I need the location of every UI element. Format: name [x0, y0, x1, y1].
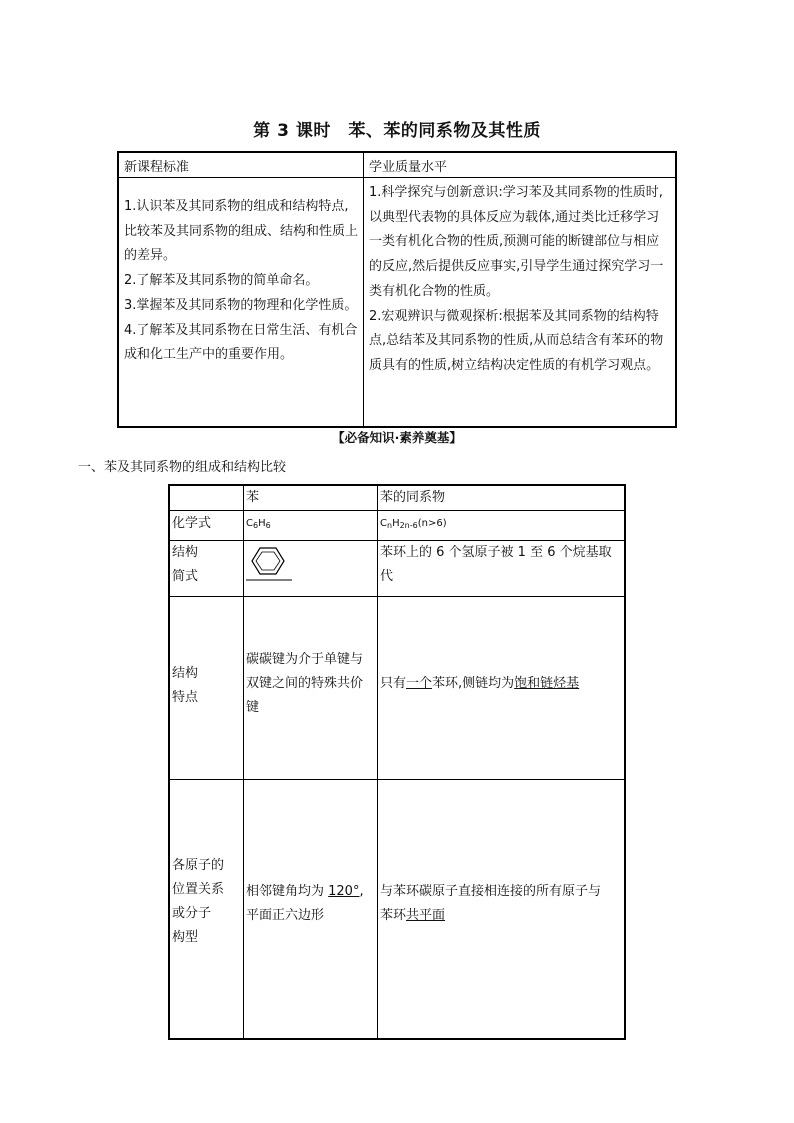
curriculum-standards-list [124, 195, 358, 368]
quality-item: 2.宏观辨识与微观探析:根据苯及其同系物的结构特点,总结苯及其同系物的性质,从而总结含有苯环的物质具有的性质,树立结构决定性质的有机学习观点。 [369, 308, 664, 373]
column-divider [377, 486, 378, 1038]
row-label-geometry: 各原子的 位置关系 或分子 构型 [172, 858, 225, 945]
section-heading: 一、苯及其同系物的组成和结构比较 [78, 460, 287, 475]
quality-level-list [369, 181, 671, 379]
benzene-feature: 碳碳键为介于单键与 双键之间的特殊共价 键 [246, 652, 364, 715]
column-divider [243, 486, 244, 1038]
homolog-feature: 只有一个苯环,侧链均为饱和链烃基 [380, 676, 580, 691]
standards-header-right: 学业质量水平 [369, 160, 448, 175]
header-divider [119, 177, 675, 178]
standards-header-left: 新课程标准 [124, 160, 190, 175]
row-label-formula: 化学式 [172, 516, 212, 531]
benzene-geometry: 相邻键角均为 120°, 平面正六边形 [246, 884, 364, 923]
column-header-homolog: 苯的同系物 [380, 490, 446, 505]
homolog-structure: 苯环上的 6 个氢原子被 1 至 6 个烷基取 代 [380, 545, 612, 584]
row-divider [170, 596, 624, 597]
standards-table [117, 151, 677, 428]
column-header-benzene: 苯 [246, 490, 260, 505]
row-label-feature: 结构 特点 [172, 666, 199, 705]
standard-item: 1.认识苯及其同系物的组成和结构特点,比较苯及其同系物的组成、结构和性质上的差异。 [124, 199, 359, 264]
column-divider [363, 153, 364, 426]
page-title: 第 3 课时 苯、苯的同系物及其性质 [253, 121, 541, 141]
standard-item: 3.掌握苯及其同系物的物理和化学性质。 [124, 297, 358, 313]
row-label-structure: 结构 简式 [172, 545, 199, 584]
row-divider [170, 510, 624, 511]
row-divider [170, 779, 624, 780]
quality-item: 1.科学探究与创新意识:学习苯及其同系物的性质时,以典型代表物的具体反应为载体,通过类比迁移学习一类有机化合物的性质,预测可能的断键部位与相应的反应,然后提供反应事实,引导学生通过探究学习一类有机化合物的性质。 [369, 185, 664, 299]
homolog-geometry: 与苯环碳原子直接相连接的所有原子与 苯环共平面 [380, 884, 602, 923]
standard-item: 2.了解苯及其同系物的简单命名。 [124, 273, 319, 289]
standard-item: 4.了解苯及其同系物在日常生活、有机合成和化工生产中的重要作用。 [124, 322, 358, 363]
comparison-table [168, 484, 626, 1040]
homolog-formula: $C_nH_{2n-6}(n>6)$ [380, 518, 447, 530]
section-banner: 【必备知识·素养奠基】 [332, 430, 462, 445]
benzene-ring-icon [246, 543, 294, 583]
benzene-formula: $C_6H_6$ [246, 518, 271, 530]
